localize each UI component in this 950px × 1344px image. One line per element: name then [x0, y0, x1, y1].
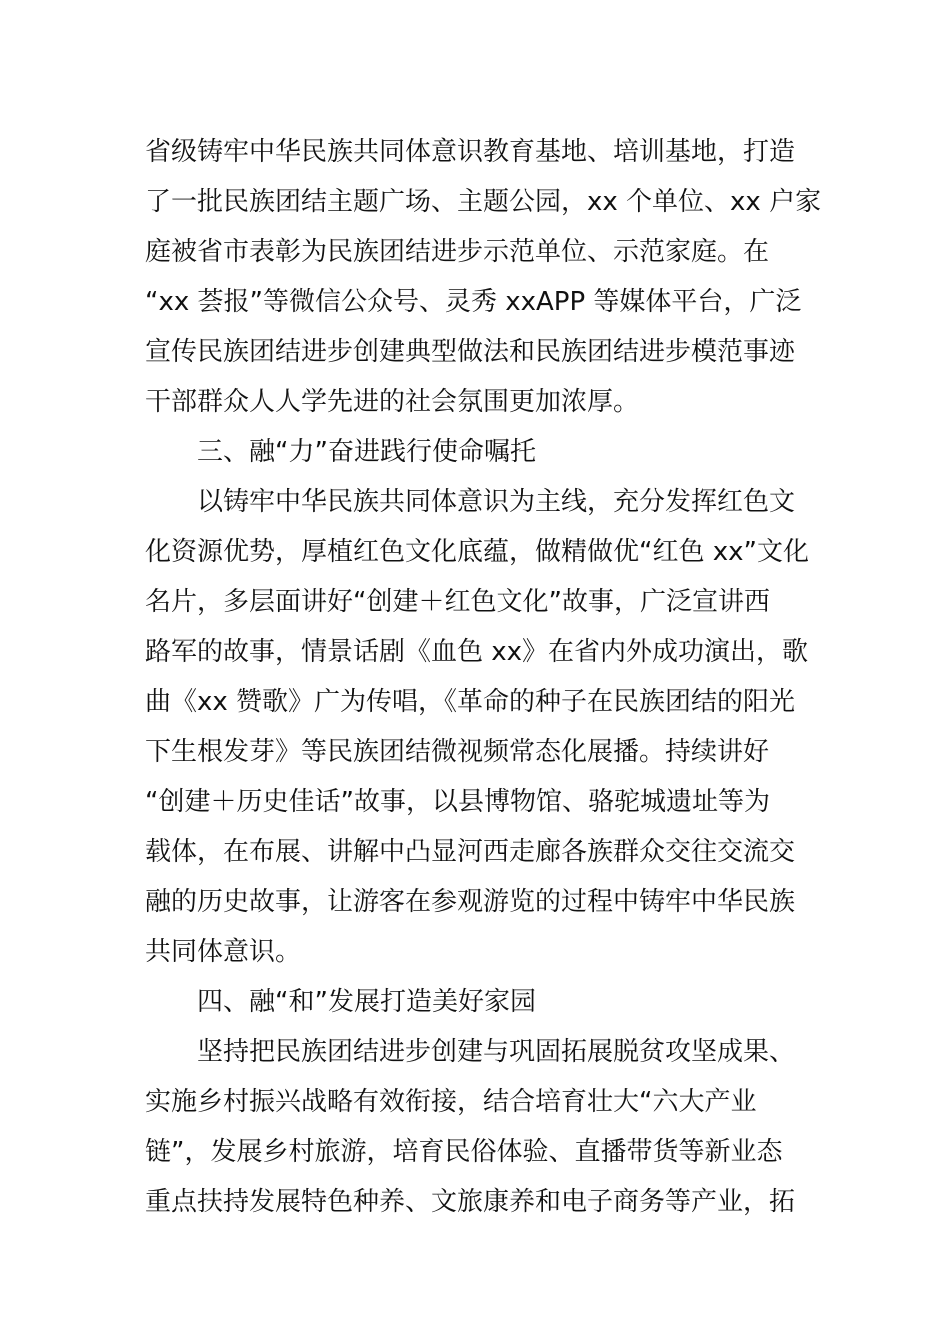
text-line: “创建＋历史佳话”故事，以县博物馆、骆驼城遗址等为 [145, 787, 770, 817]
text-line: 干部群众人人学先进的社会氛围更加浓厚。 [145, 387, 640, 417]
text-line: 庭被省市表彰为民族团结进步示范单位、示范家庭。在 [145, 237, 770, 267]
text-line: “xx 荟报”等微信公众号、灵秀 xxAPP 等媒体平台，广泛 [145, 287, 802, 317]
text-line: 下生根发芽》等民族团结微视频常态化展播。持续讲好 [145, 737, 770, 767]
text-line: 载体，在布展、讲解中凸显河西走廊各族群众交往交流交 [145, 837, 796, 867]
text-line: 链”，发展乡村旅游，培育民俗体验、直播带货等新业态 [145, 1137, 783, 1167]
text-line: 名片，多层面讲好“创建＋红色文化”故事，广泛宣讲西 [145, 587, 770, 617]
section-heading-3: 三、融“力”奋进践行使命嘱托 [197, 437, 536, 467]
text-line: 共同体意识。 [145, 937, 302, 967]
text-line: 曲《xx 赞歌》广为传唱，《革命的种子在民族团结的阳光 [145, 687, 796, 717]
text-line: 重点扶持发展特色种养、文旅康养和电子商务等产业，拓 [145, 1187, 796, 1217]
text-line: 融的历史故事，让游客在参观游览的过程中铸牢中华民族 [145, 887, 796, 917]
body-text [145, 127, 822, 1227]
text-line: 化资源优势，厚植红色文化底蕴，做精做优“红色 xx”文化 [145, 537, 809, 567]
text-line: 实施乡村振兴战略有效衔接，结合培育壮大“六大产业 [145, 1087, 757, 1117]
text-line: 宣传民族团结进步创建典型做法和民族团结进步模范事迹 [145, 337, 796, 367]
paragraph-first-line: 坚持把民族团结进步创建与巩固拓展脱贫攻坚成果、 [197, 1037, 796, 1067]
section-heading-4: 四、融“和”发展打造美好家园 [197, 987, 536, 1017]
text-line: 省级铸牢中华民族共同体意识教育基地、培训基地，打造 [145, 137, 796, 167]
text-line: 路军的故事，情景话剧《血色 xx》在省内外成功演出，歌 [145, 637, 809, 667]
paragraph-first-line: 以铸牢中华民族共同体意识为主线，充分发挥红色文 [197, 487, 796, 517]
text-line: 了一批民族团结主题广场、主题公园，xx 个单位、xx 户家 [145, 187, 822, 217]
